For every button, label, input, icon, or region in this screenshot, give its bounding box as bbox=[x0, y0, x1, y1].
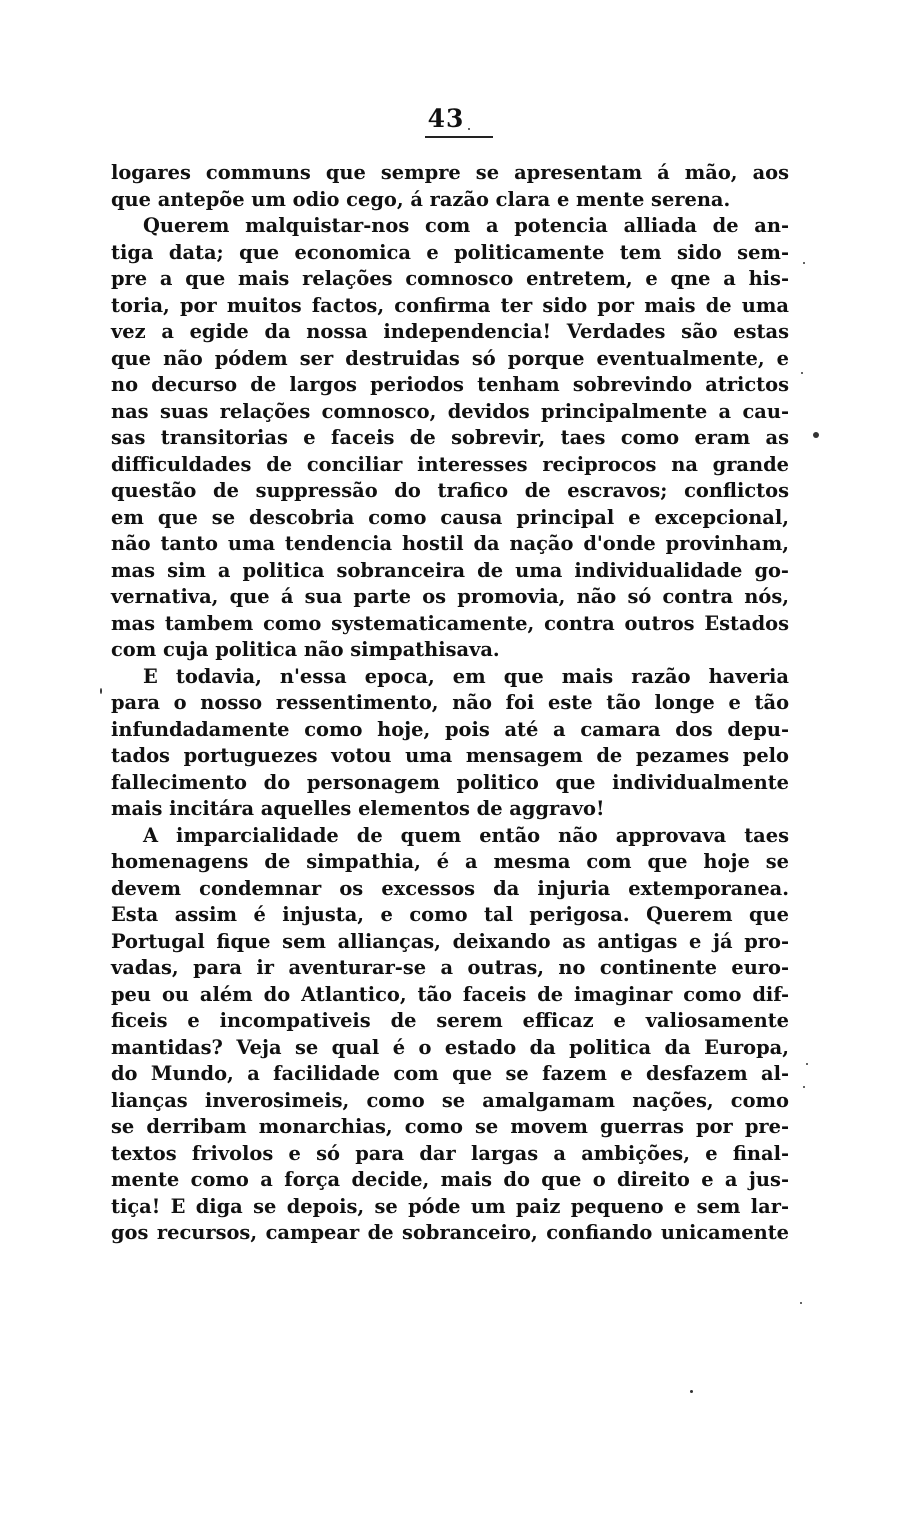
text-line: mantidas? Veja se qual é o estado da politica da Europa, bbox=[111, 1035, 789, 1059]
text-line: Portugal fique sem allianças, deixando as antigas e já pro- bbox=[111, 929, 789, 953]
scan-speck bbox=[690, 1390, 693, 1393]
text-line: para o nosso ressentimento, não foi este tão longe e tão bbox=[111, 691, 789, 714]
page-number-rule bbox=[425, 136, 493, 138]
scan-speck bbox=[801, 372, 803, 374]
scan-speck bbox=[813, 432, 819, 438]
scan-speck bbox=[806, 1063, 808, 1065]
text-line: logares communs que sempre se apresentam á mão, aos bbox=[111, 161, 789, 184]
text-line: infundadamente como hoje, pois até a camara dos depu- bbox=[111, 717, 789, 741]
text-line: sas transitorias e faceis de sobrevir, taes como eram as bbox=[111, 426, 789, 449]
text-line: vernativa, que á sua parte os promovia, não só contra nós, bbox=[111, 585, 789, 608]
text-line: mas tambem como systematicamente, contra outros Estados bbox=[111, 611, 789, 635]
text-line: A imparcialidade de quem então não approvava taes bbox=[143, 823, 789, 847]
text-line: lianças inverosimeis, como se amalgamam nações, como bbox=[111, 1088, 789, 1112]
text-line: homenagens de simpathia, é a mesma com que hoje se bbox=[111, 850, 789, 873]
text-line: Querem malquistar-nos com a potencia alliada de an- bbox=[143, 214, 789, 237]
text-line: mas sim a politica sobranceira de uma individualidade go- bbox=[111, 558, 789, 582]
text-line: fallecimento do personagem politico que individualmente bbox=[111, 770, 789, 794]
text-line: ficeis e incompativeis de serem efficaz e valiosamente bbox=[111, 1009, 789, 1032]
scan-speck bbox=[100, 688, 102, 694]
text-line: devem condemnar os excessos da injuria extemporanea. bbox=[111, 876, 789, 900]
body-text bbox=[111, 160, 789, 1247]
text-line: gos recursos, campear de sobranceiro, confiando unicamente bbox=[111, 1221, 789, 1244]
text-line: textos frivolos e só para dar largas a ambições, e final- bbox=[111, 1141, 789, 1165]
text-line: vadas, para ir aventurar-se a outras, no continente euro- bbox=[111, 956, 789, 979]
text-line: E todavia, n'essa epoca, em que mais razão haveria bbox=[143, 664, 789, 688]
text-line: tados portuguezes votou uma mensagem de pezames pelo bbox=[111, 744, 789, 767]
text-line: vez a egide da nossa independencia! Verdades são estas bbox=[111, 320, 789, 343]
text-line: peu ou além do Atlantico, tão faceis de imaginar como dif- bbox=[111, 982, 789, 1006]
text-line: pre a que mais relações comnosco entretem, e qne a his- bbox=[111, 267, 789, 290]
text-line: Esta assim é injusta, e como tal perigosa. Querem que bbox=[111, 903, 789, 926]
text-line: toria, por muitos factos, confirma ter sido por mais de uma bbox=[111, 293, 789, 317]
text-line: mente como a força decide, mais do que o direito e a jus- bbox=[111, 1168, 789, 1191]
scan-speck bbox=[800, 1302, 802, 1304]
text-line: que não pódem ser destruidas só porque eventualmente, e bbox=[111, 346, 789, 370]
text-line: questão de suppressão do trafico de escravos; conflictos bbox=[111, 479, 789, 502]
text-line: do Mundo, a facilidade com que se fazem e desfazem al- bbox=[111, 1062, 789, 1085]
text-line: com cuja politica não simpathisava. bbox=[111, 638, 500, 661]
text-line: tiça! E diga se depois, se póde um paiz pequeno e sem lar- bbox=[111, 1194, 789, 1218]
text-line: mais incitára aquelles elementos de aggravo! bbox=[111, 797, 605, 820]
scan-speck bbox=[803, 262, 805, 264]
text-line: não tanto uma tendencia hostil da nação d'onde provinham, bbox=[111, 532, 789, 555]
text-line: se derribam monarchias, como se movem guerras por pre- bbox=[111, 1115, 789, 1138]
text-line: que antepõe um odio cego, á razão clara e mente serena. bbox=[111, 187, 731, 211]
text-line: em que se descobria como causa principal e excepcional, bbox=[111, 505, 789, 529]
text-line: no decurso de largos periodos tenham sobrevindo atrictos bbox=[111, 373, 789, 396]
text-line: nas suas relações comnosco, devidos principalmente a cau- bbox=[111, 399, 789, 423]
scan-speck bbox=[468, 128, 470, 130]
text-line: tiga data; que economica e politicamente tem sido sem- bbox=[111, 240, 789, 264]
scan-speck bbox=[803, 1086, 805, 1088]
page-number: 43 bbox=[427, 104, 465, 133]
text-line: difficuldades de conciliar interesses reciprocos na grande bbox=[111, 452, 789, 476]
